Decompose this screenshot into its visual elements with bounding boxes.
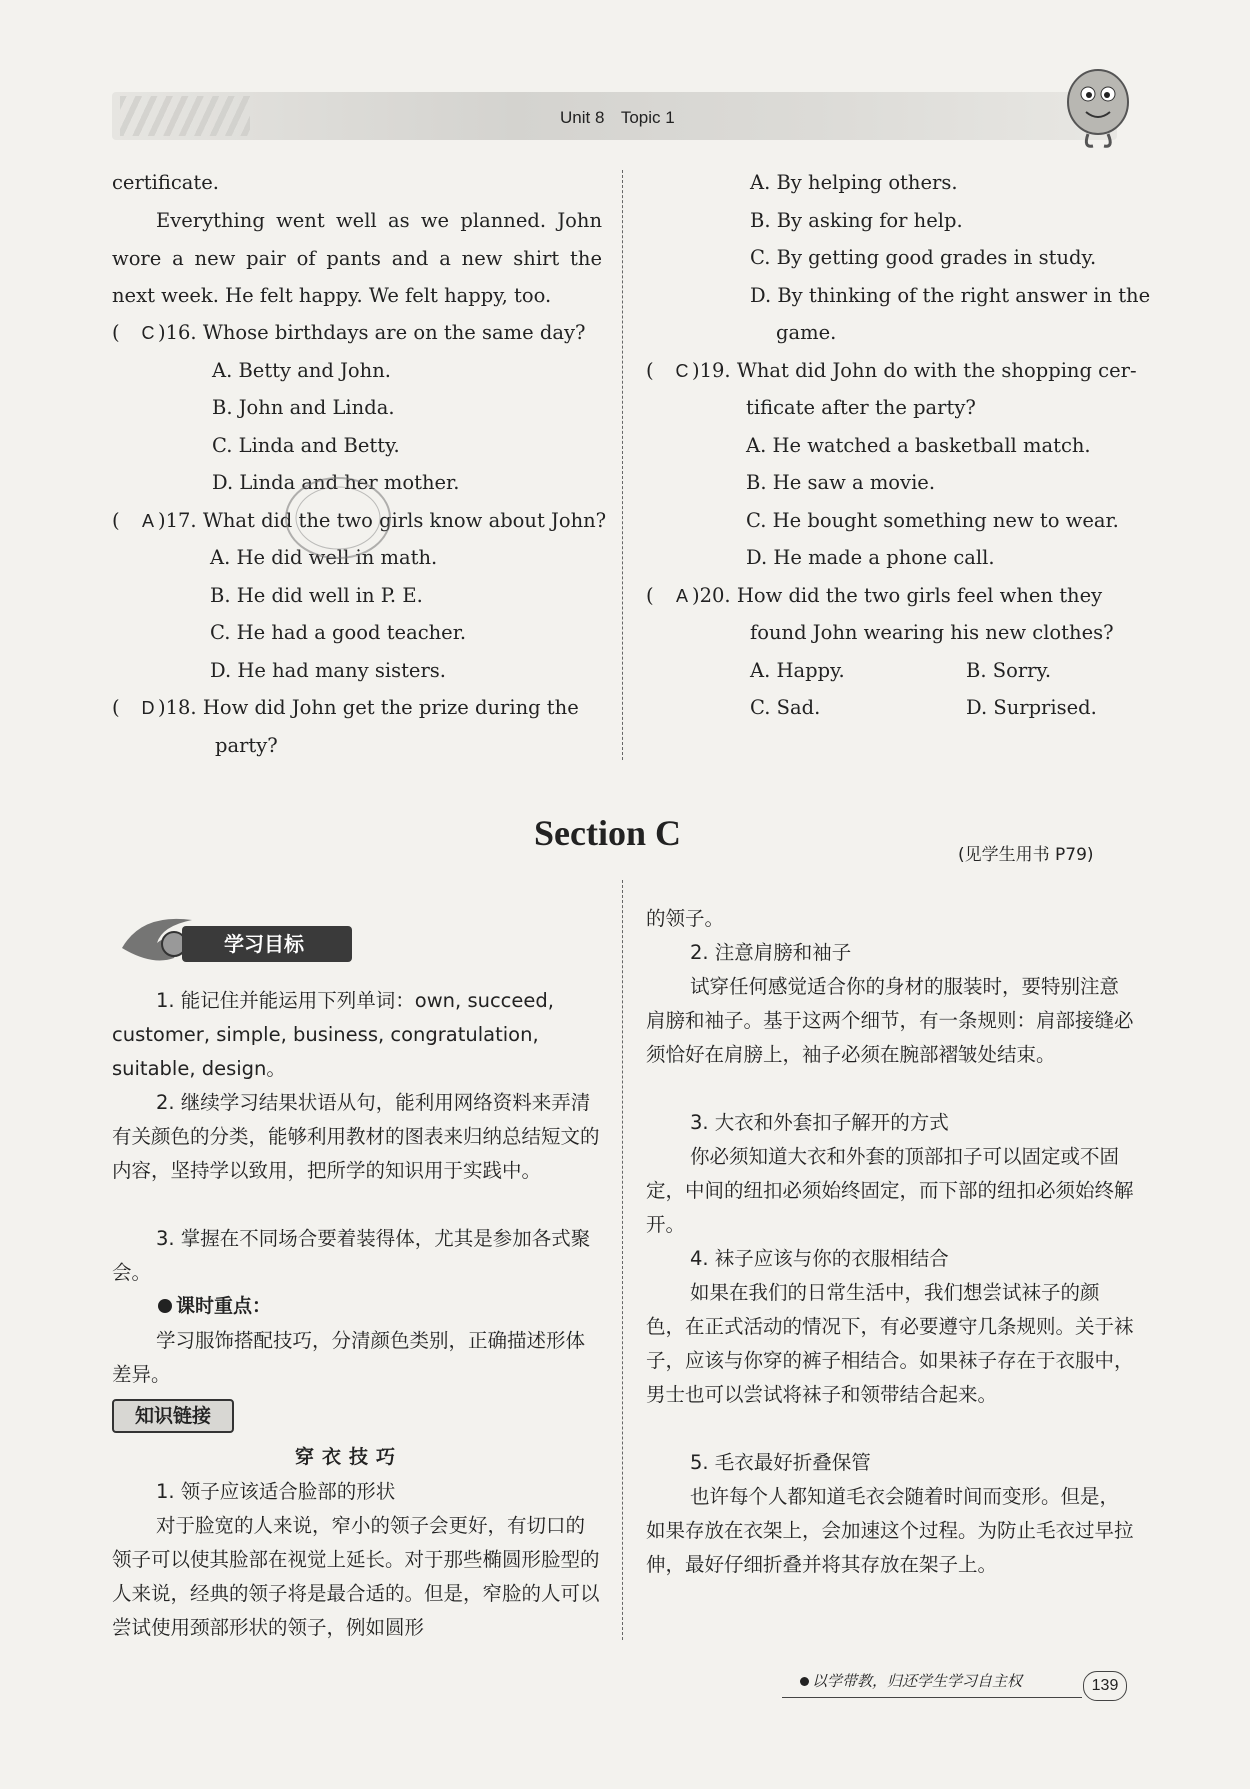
- option: B. John and Linda.: [212, 396, 395, 419]
- question-19-text-cont: tificate after the party?: [746, 396, 976, 419]
- learning-goals-title: 学习目标: [182, 926, 352, 962]
- question-20-text-cont: found John wearing his new clothes?: [750, 621, 1114, 644]
- tip-3-text: 你必须知道大衣和外套的顶部扣子可以固定或不固定，中间的纽扣必须始终固定，而下部的纽扣必须始终解开。: [646, 1145, 1134, 1236]
- key-points-heading: 课时重点：: [158, 1291, 271, 1318]
- tip-4-heading: 4. 袜子应该与你的衣服相结合: [690, 1247, 949, 1270]
- question-19: ( C )19. What did John do with the shopping cer-: [646, 352, 1137, 391]
- tip-1-heading: 1. 领子应该适合脸部的形状: [156, 1480, 396, 1503]
- tip-5-heading: 5. 毛衣最好折叠保管: [690, 1451, 871, 1474]
- answer-19: C: [675, 361, 689, 381]
- option: C. Linda and Betty.: [212, 434, 400, 457]
- option: D. He had many sisters.: [210, 659, 446, 682]
- section-reference: (见学生用书 P79): [958, 845, 1094, 865]
- article-title: 穿衣技巧: [295, 1446, 404, 1468]
- section-title: Section C: [534, 813, 681, 853]
- option: B. He saw a movie.: [746, 471, 936, 494]
- topic-label: Topic 1: [620, 108, 675, 127]
- mascot-icon: [1058, 60, 1138, 152]
- footer-slogan: 以学带教，归还学生学习自主权: [800, 1670, 1022, 1691]
- column-divider: [622, 170, 623, 760]
- bullet-icon: [158, 1299, 172, 1313]
- option: D. He made a phone call.: [746, 546, 995, 569]
- option: D. Surprised.: [966, 696, 1097, 719]
- answer-16: C: [141, 323, 155, 343]
- passage-paragraph: Everything went well as we planned. John wore a new pair of pants and a new shirt the next week. He felt happy. We felt happy, too.: [112, 209, 602, 308]
- goal-1: 1. 能记住并能运用下列单词：own, succeed, customer, simple, business, congratulation, suitable, design。: [112, 989, 554, 1080]
- bullet-icon: [800, 1677, 809, 1686]
- question-16: ( C )16. Whose birthdays are on the same day?: [112, 314, 585, 353]
- option: C. He bought something new to wear.: [746, 509, 1119, 532]
- option: D. Linda and her mother.: [212, 471, 460, 494]
- option: D. By thinking of the right answer in the: [750, 284, 1151, 307]
- header-decoration: [120, 96, 250, 136]
- option: A. Betty and John.: [212, 359, 391, 382]
- option: C. By getting good grades in study.: [750, 246, 1097, 269]
- question-20-text: )20. How did the two girls feel when they: [692, 584, 1103, 607]
- question-20: ( A )20. How did the two girls feel when they: [646, 577, 1102, 616]
- tip-4-text: 如果在我们的日常生活中，我们想尝试袜子的颜色，在正式活动的情况下，有必要遵守几条规则。关于袜子，应该与你穿的裤子相结合。如果袜子存在于衣服中，男士也可以尝试将袜子和领带结合起来。: [646, 1281, 1134, 1406]
- option: A. By helping others.: [750, 171, 958, 194]
- passage-end: certificate.: [112, 171, 219, 194]
- tip-5-text: 也许每个人都知道毛衣会随着时间而变形。但是，如果存放在衣架上，会加速这个过程。为防止毛衣过早拉伸，最好仔细折叠并将其存放在架子上。: [646, 1485, 1134, 1576]
- goal-2: 2. 继续学习结果状语从句，能利用网络资料来弄清有关颜色的分类，能够利用教材的图表来归纳总结短文的内容，坚持学以致用，把所学的知识用于实践中。: [112, 1091, 600, 1182]
- tip-1-text-cont: 的领子。: [646, 907, 725, 930]
- header-title: [560, 108, 687, 128]
- answer-20: A: [675, 586, 688, 606]
- option: B. Sorry.: [966, 659, 1052, 682]
- question-17: ( A )17. What did the two girls know about John?: [112, 502, 606, 541]
- tip-1-text: 对于脸宽的人来说，窄小的领子会更好，有切口的领子可以使其脸部在视觉上延长。对于那些椭圆形脸型的人来说，经典的领子将是最合适的。但是，窄脸的人可以尝试使用颈部形状的领子，例如圆形: [112, 1514, 600, 1639]
- stamp-seal: [278, 468, 398, 568]
- option: A. Happy.: [750, 659, 845, 682]
- question-18-text: )18. How did John get the prize during the: [158, 696, 579, 719]
- question-17-text: )17. What did the two girls know about John?: [158, 509, 607, 532]
- tip-2-heading: 2. 注意肩膀和袖子: [690, 941, 852, 964]
- question-16-text: )16. Whose birthdays are on the same day?: [158, 321, 586, 344]
- option: B. He did well in P. E.: [210, 584, 423, 607]
- option: C. Sad.: [750, 696, 821, 719]
- goal-3: 3. 掌握在不同场合要着装得体，尤其是参加各式聚会。: [112, 1227, 591, 1284]
- answer-18: D: [141, 698, 155, 718]
- footer-rule: [782, 1697, 1082, 1698]
- unit-label: Unit 8: [560, 108, 605, 127]
- question-19-text: )19. What did John do with the shopping cer-: [692, 359, 1137, 382]
- tip-2-text: 试穿任何感觉适合你的身材的服装时，要特别注意肩膀和袖子。基于这两个细节，有一条规则：肩部接缝必须恰好在肩膀上，袖子必须在腕部褶皱处结束。: [646, 975, 1134, 1066]
- learning-goals-banner: [112, 908, 382, 970]
- option: A. He did well in math.: [210, 546, 438, 569]
- answer-17: A: [141, 511, 154, 531]
- knowledge-link-label: 知识链接: [112, 1399, 234, 1433]
- tip-3-heading: 3. 大衣和外套扣子解开的方式: [690, 1111, 949, 1134]
- column-divider-lower: [622, 880, 623, 1640]
- page-number: 139: [1083, 1671, 1127, 1701]
- option: B. By asking for help.: [750, 209, 963, 232]
- option: C. He had a good teacher.: [210, 621, 467, 644]
- option: A. He watched a basketball match.: [746, 434, 1091, 457]
- option-cont: game.: [776, 321, 837, 344]
- key-points-text: 学习服饰搭配技巧，分清颜色类别，正确描述形体差异。: [112, 1329, 586, 1386]
- question-18: ( D )18. How did John get the prize during the: [112, 689, 579, 728]
- question-18-text-cont: party?: [215, 734, 278, 757]
